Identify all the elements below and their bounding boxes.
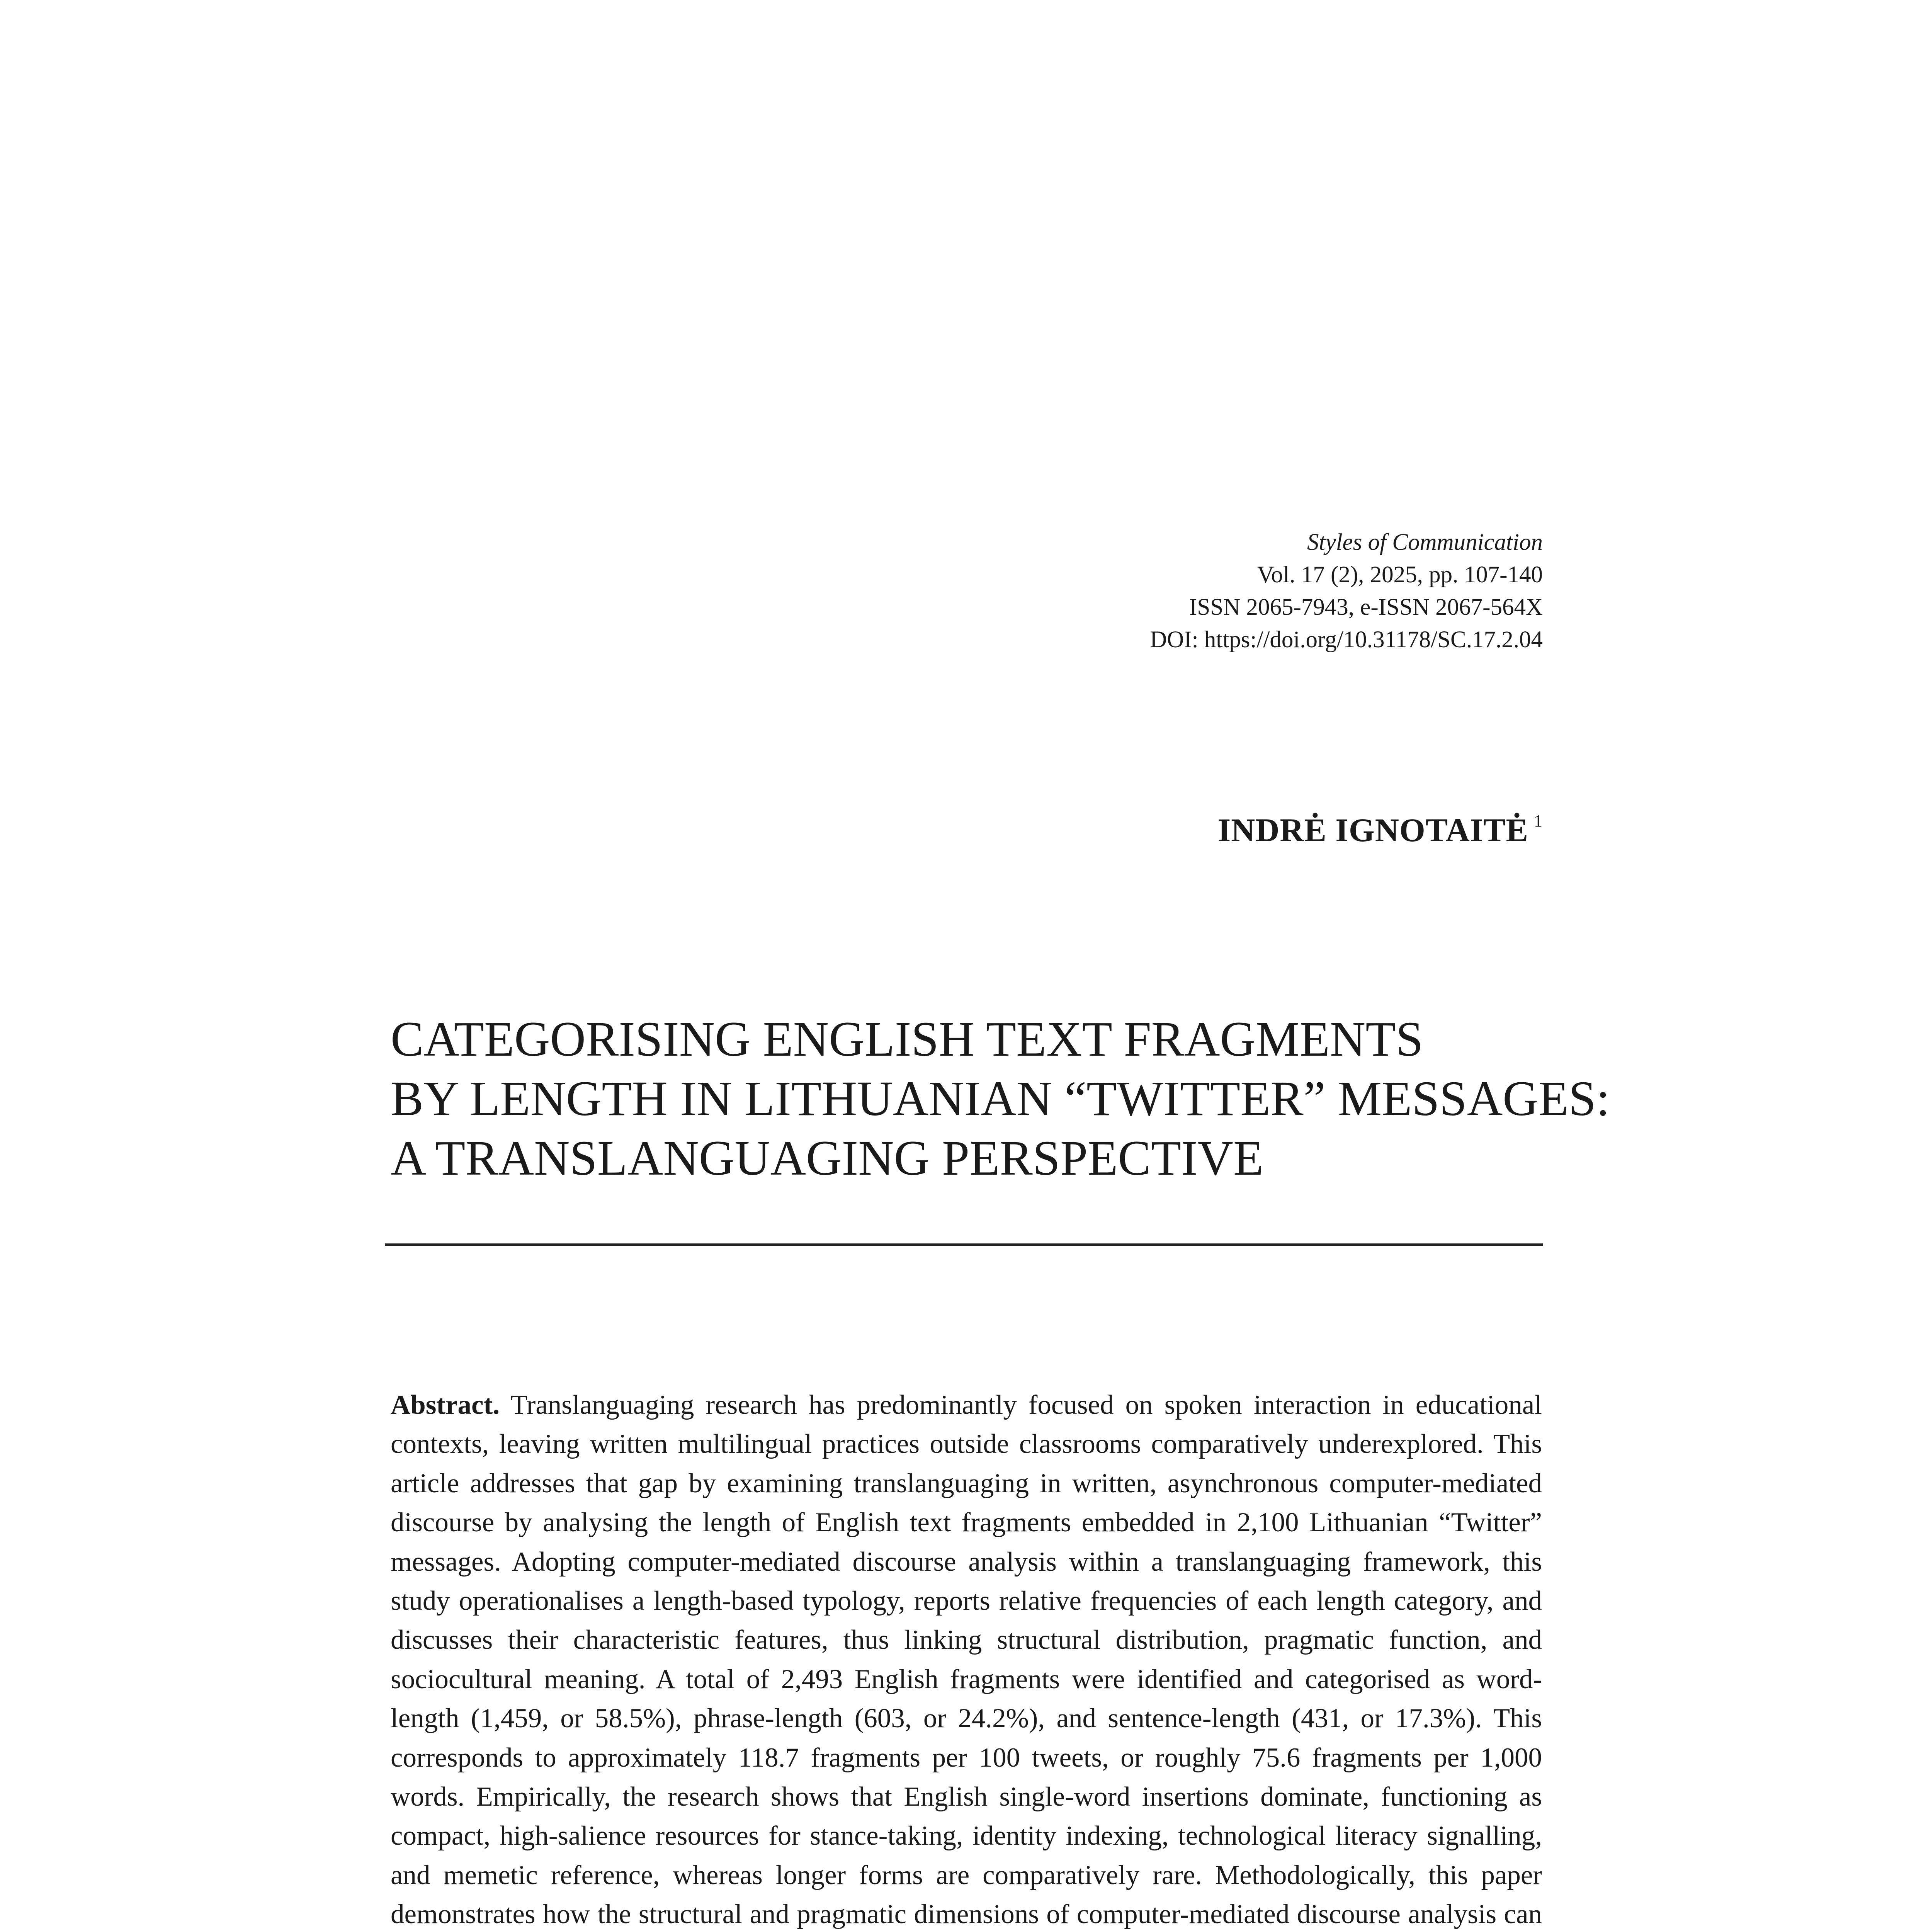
abstract-label: Abstract. — [391, 1390, 500, 1420]
article-title — [391, 1009, 1610, 1188]
title-line-3: A TRANSLANGUAGING PERSPECTIVE — [391, 1131, 1264, 1185]
journal-name: Styles of Communication — [1307, 529, 1543, 555]
abstract — [391, 1386, 1542, 1932]
abstract-text: Translanguaging research has predominantly focused on spoken interaction in educational contexts, leaving written multilingual practices outside classrooms comparatively underexplored. This article addresses that gap by examining translanguaging in written, asynchronous computer-mediated discourse by analysing the length of English text fragments embedded in 2,100 Lithuanian “Twitter” messages. Adopting computer-mediated discourse analysis within a translanguaging framework, this study operationalises a length-based typology, reports relative frequencies of each length category, and discusses their characteristic features, thus linking structural distribution, pragmatic function, and sociocultural meaning. A total of 2,493 English fragments were identified and categorised as word-length (1,459, or 58.5%), phrase-length (603, or 24.2%), and sentence-length (431, or 17.3%). This corresponds to approximately 118.7 fragments per 100 tweets, or roughly 75.6 fragments per 1,000 words. Empirically, the research shows that English single-word insertions dominate, functioning as compact, high-salience resources for stance-taking, identity indexing, technological literacy signalling, and memetic reference, whereas longer forms are comparatively rare. Methodologically, this paper demonstrates how the structural and pragmatic dimensions of computer-mediated discourse analysis can — [391, 1390, 1542, 1930]
author-name: INDRĖ IGNOTAITĖ — [1217, 811, 1528, 849]
journal-info — [1150, 526, 1543, 656]
title-divider — [385, 1243, 1543, 1246]
title-line-1: CATEGORISING ENGLISH TEXT FRAGMENTS — [391, 1012, 1423, 1066]
journal-volume: Vol. 17 (2), 2025, pp. 107-140 — [1257, 562, 1543, 588]
author-footnote-marker[interactable]: 1 — [1534, 811, 1543, 830]
journal-issn: ISSN 2065-7943, e-ISSN 2067-564X — [1189, 594, 1543, 620]
author-block — [1218, 811, 1543, 849]
title-line-2: BY LENGTH IN LITHUANIAN “TWITTER” MESSAGES: — [391, 1071, 1610, 1126]
journal-doi[interactable]: DOI: https://doi.org/10.31178/SC.17.2.04 — [1150, 627, 1543, 653]
